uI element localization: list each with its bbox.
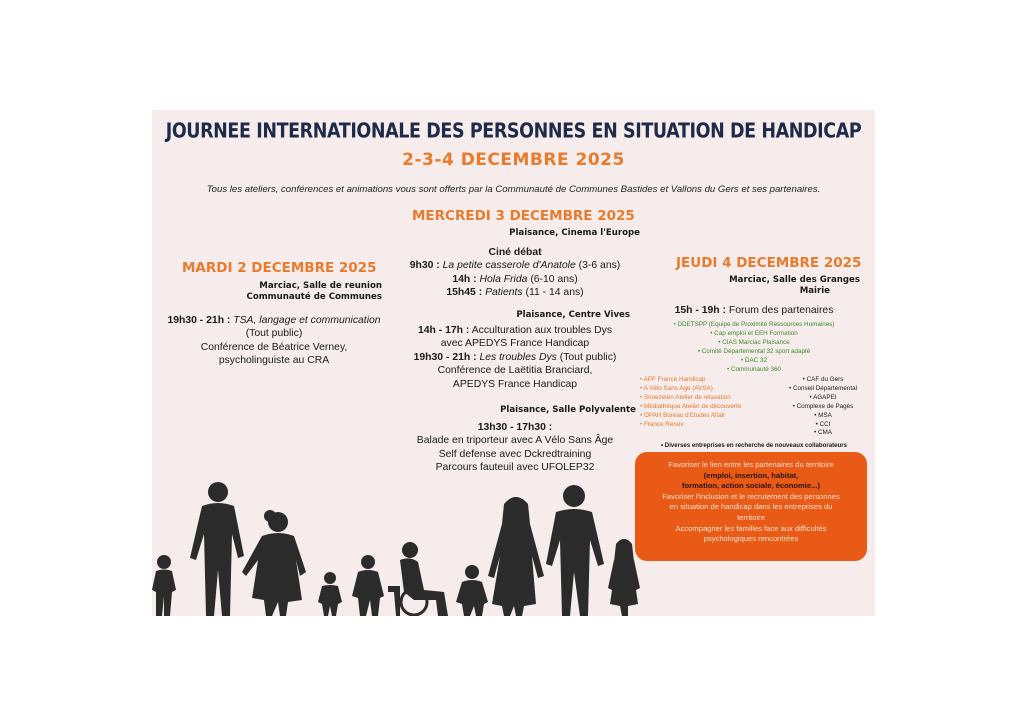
ev-2-title: Les troubles Dys [479, 351, 557, 363]
mercredi-heading: MERCREDI 3 DECEMBRE 2025 [412, 208, 635, 224]
child-silhouette-4 [456, 565, 488, 616]
partner-item: • Conseil Départemental [788, 384, 857, 392]
partner-item: • AGAPEI [809, 393, 837, 401]
film-2-time: 14h : [452, 273, 477, 285]
man-silhouette-2 [546, 485, 604, 616]
film-3-time: 15h45 : [446, 287, 483, 299]
forum-line [638, 304, 870, 317]
jeudi-location [660, 275, 860, 297]
box-line-1: Favoriser le lien entre les partenaires du territoire [668, 460, 834, 469]
film-3-age: (11 - 14 ans) [525, 287, 584, 299]
mardi-event-speaker: Conférence de Béatrice Verney, [200, 341, 348, 353]
partner-item: • Comité Départemental 32 sport adapté [697, 347, 811, 355]
intro-text: Tous les ateliers, conférences et animations vous sont offerts par la Communauté de Communes Bastides et Vallons du Gers et ses partenaires. [206, 184, 821, 195]
page-title: JOURNEE INTERNATIONALE DES PERSONNES EN SITUATION DE HANDICAP [165, 120, 862, 143]
box-line-5: en situation de handicap dans les entreprises du [669, 502, 833, 512]
film-1-time: 9h30 : [409, 260, 440, 272]
box-line-4: Favoriser l'inclusion et le recrutement des personnes [662, 491, 840, 501]
ev-3-line-2: Self defense avec Dckredtraining [438, 448, 592, 460]
mercredi-vives-events [390, 324, 640, 391]
ev-3-line-3: Parcours fauteuil avec UFOLEP32 [435, 462, 595, 474]
mardi-event-speaker-role: psycholinguiste au CRA [218, 355, 330, 367]
ev-2-time: 19h30 - 21h : [413, 351, 477, 363]
film-2-title: Hola Frida [479, 273, 528, 285]
mercredi-polyvalente-events [390, 421, 640, 475]
ev-3-time: 13h30 - 17h30 : [477, 422, 553, 433]
ev-1-text: Acculturation aux troubles Dys [471, 325, 613, 336]
man-silhouette-1 [190, 482, 244, 616]
partner-item: • Médiathèque Atelier de découverte [640, 402, 742, 410]
mardi-location-line-1: Marciac, Salle de reunion [259, 281, 382, 291]
jeudi-heading: JEUDI 4 DECEMBRE 2025 [676, 255, 862, 271]
child-silhouette-1 [152, 555, 176, 616]
family-silhouettes-illustration [152, 480, 875, 616]
jeudi-location-line-1: Marciac, Salle des Granges [729, 275, 860, 285]
partner-item: • APF France Handicap [640, 376, 706, 383]
ev-3-line-1: Balade en triporteur avec A Vélo Sans Âge [416, 435, 614, 447]
event-dates: 2-3-4 DECEMBRE 2025 [402, 150, 625, 170]
mercredi-location-2: Plaisance, Centre Vives [516, 310, 630, 320]
partner-item: • A Vélo Sans Age (AVSA) [640, 384, 713, 392]
mercredi-cine [390, 246, 640, 300]
partners-green-list [638, 321, 870, 374]
ev-2-line-2: Conférence de Laëtitia Branciard, [437, 365, 593, 377]
box-line-2: (emploi, insertion, habitat, [703, 470, 799, 480]
partner-item: • OPAH Bureau d'Etudes Altair [640, 411, 726, 419]
film-1-age: (3-6 ans) [578, 260, 621, 272]
mardi-location [152, 281, 382, 303]
wheelchair-user-silhouette [388, 542, 448, 616]
mardi-event-audience: (Tout public) [245, 328, 303, 340]
partner-item: • France Rénov [640, 420, 684, 428]
partner-item: • Cap emploi et EEH Formation [710, 329, 798, 337]
mardi-event [152, 314, 396, 368]
film-1-title: La petite casserole d'Anatole [442, 260, 576, 272]
child-silhouette-2 [318, 572, 342, 616]
box-line-6: territoire [737, 512, 765, 522]
partner-item: • CCI [815, 420, 831, 428]
forum-time: 15h - 19h : [674, 305, 726, 316]
film-2-age: (6-10 ans) [530, 273, 578, 285]
partners-extra: • Diverses entreprises en recherche de nouveaux collaborateurs [660, 442, 848, 449]
partner-item: • Communauté 360 [726, 365, 781, 373]
jeudi-section [638, 255, 870, 465]
woman-silhouette-1 [242, 510, 306, 616]
poster [152, 110, 875, 616]
woman-silhouette-2 [488, 497, 544, 616]
box-line-8: psychologiques rencontrées [703, 534, 799, 544]
partner-item: • Complexe de Pagès [792, 402, 854, 410]
partner-item: • CAF du Gers [802, 376, 844, 383]
ev-2-audience: (Tout public) [559, 351, 617, 363]
child-silhouette-3 [352, 555, 384, 616]
mercredi-location-3: Plaisance, Salle Polyvalente [500, 405, 636, 415]
jeudi-location-line-2: Mairie [799, 286, 830, 296]
partners-dark-list [778, 376, 868, 438]
mardi-heading: MARDI 2 DECEMBRE 2025 [182, 260, 377, 276]
ev-1-line-2: avec APEDYS France Handicap [440, 338, 590, 350]
partner-item: • Snoezelen Atelier de relaxation [640, 393, 731, 401]
cine-debat-title: Ciné débat [488, 247, 542, 258]
partner-item: • CMA [814, 429, 832, 437]
partners-orange-list [640, 376, 770, 429]
mardi-event-title: TSA, langage et communication [233, 315, 381, 326]
film-3-title: Patients [485, 287, 523, 299]
mardi-event-time: 19h30 - 21h : [167, 315, 231, 326]
partner-item: • MSA [814, 411, 832, 419]
mercredi-location-1: Plaisance, Cinema l'Europe [509, 228, 640, 238]
partner-item: • CIAS Marciac Plaisance [718, 338, 790, 346]
ev-2-line-3: APEDYS France Handicap [452, 378, 578, 390]
box-line-7: Accompagner les familles face aux difficultés [675, 523, 827, 533]
partner-item: • DDETSPP (Equipe de Proximité Ressources Humaines) [673, 321, 835, 328]
child-silhouette-5 [608, 539, 640, 616]
forum-text: Forum des partenaires [728, 305, 834, 316]
mardi-location-line-2: Communauté de Communes [246, 292, 382, 302]
box-line-3: formation, action sociale, économie...) [682, 481, 820, 491]
partner-item: • DAC 32 [740, 356, 767, 364]
ev-1-time: 14h - 17h : [417, 325, 470, 336]
